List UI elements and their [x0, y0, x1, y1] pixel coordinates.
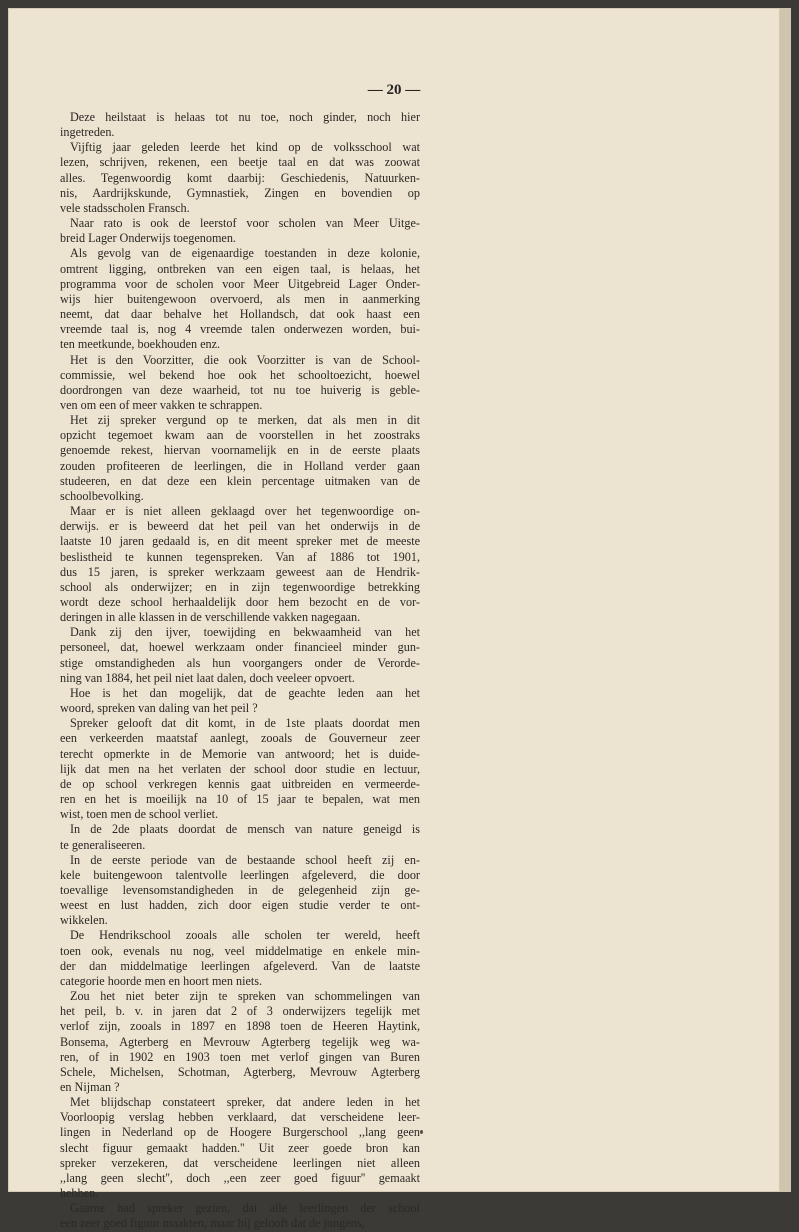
document-page: [8, 8, 780, 1231]
text-line: Het is den Voorzitter, die ook Voorzitter is van de School-: [70, 352, 420, 367]
text-line: omtrent ligging, ontbreken van een eigen taal, is helaas, het: [60, 261, 420, 276]
text-line: dus 15 jaren, is spreker werkzaam geweest aan de Hendrik-: [60, 564, 420, 579]
text-line: ren, of in 1902 en 1903 toen met verlof gingen van Buren: [60, 1049, 420, 1064]
text-line: Deze heilstaat is helaas tot nu toe, noch ginder, noch hier: [70, 110, 420, 124]
text-line: Vijftig jaar geleden leerde het kind op de volksschool wat: [70, 140, 420, 155]
text-line: woord, spreken van daling van het peil ?: [60, 701, 258, 716]
text-line: commissie, wel bekend hoe ook het schooltoezicht, hoewel: [60, 367, 420, 382]
paragraph: [60, 989, 420, 1095]
text-line: zouden profiteeren de leerlingen, die in Holland verder gaan: [60, 458, 420, 473]
text-line: en Nijman ?: [60, 1080, 120, 1094]
paragraph: [60, 140, 420, 216]
text-line: neemt, dat daar behalve het Hollandsch, dat ook haast een: [60, 307, 420, 322]
text-line: lezen, schrijven, rekenen, een beetje taal en dat was zoowat: [60, 155, 420, 170]
paragraph: [60, 716, 420, 822]
text-line: te generaliseeren.: [60, 837, 146, 852]
text-line: Spreker gelooft dat dit komt, in de 1ste plaats doordat men: [70, 716, 420, 731]
text-line: wikkelen.: [60, 913, 108, 928]
text-line: studeeren, en dat deze een klein percentage uitmaken van de: [60, 473, 420, 488]
text-line: wordt deze school herhaaldelijk door hem bezocht en de vor-: [60, 595, 420, 609]
text-line: hebben.: [60, 1186, 99, 1201]
text-line: vele stadsscholen Fransch.: [60, 200, 190, 215]
text-line: een verkeerden maatstaf aanlegt, zooals de Gouverneur zeer: [60, 731, 420, 746]
text-line: In de eerste periode van de bestaande school heeft zij en-: [70, 852, 420, 867]
text-line: Dank zij den ijver, toewijding en bekwaamheid van het: [70, 625, 420, 640]
paragraph: [60, 625, 420, 686]
text-line: der dan middelmatige leerlingen afgeleverd. Van de laatste: [60, 958, 420, 973]
text-line: nis, Aardrijkskunde, Gymnastiek, Zingen en bovendien op: [60, 185, 420, 200]
text-line: ingetreden.: [60, 125, 115, 140]
paragraph: [60, 216, 420, 246]
text-line: De Hendrikschool zooals alle scholen ter wereld, heeft: [70, 928, 420, 943]
text-line: Voorloopig verslag hebben verklaard, dat verscheidene leer-: [60, 1110, 420, 1125]
text-line: een zeer goed figuur maakten, maar hij gelooft dat de jongens,: [60, 1216, 365, 1231]
text-line: doordrongen van deze waarheid, tot nu toe huiverig is geble-: [60, 382, 420, 397]
paragraph: [60, 1095, 420, 1201]
body-text: [60, 110, 420, 1232]
text-line: kele buitengewoon talentvolle leerlingen afgeleverd, die door: [60, 867, 420, 882]
text-line: vreemde taal is, nog 4 vreemde talen onderwezen worden, bui-: [60, 322, 420, 337]
paragraph: [60, 686, 420, 716]
paragraph: [60, 504, 420, 625]
text-line: wijs hier buitengewoon overvoerd, als men in aanmerking: [60, 291, 420, 306]
paragraph: [60, 822, 420, 852]
text-line: terecht opmerkte in de Memorie van antwoord; het is duide-: [60, 746, 420, 761]
text-line: het peil, b. v. in jaren dat 2 of 3 onderwijzers tegelijk met: [60, 1004, 420, 1019]
text-line: laatste 10 jaren gedaald is, en dit meent spreker met de meeste: [60, 534, 420, 549]
text-line: Maar er is niet alleen geklaagd over het tegenwoordige on-: [70, 504, 420, 519]
text-line: weest en lust hadden, zich door eigen studie verder te ont-: [60, 898, 420, 913]
text-line: ren en het is moeilijk na 10 of 15 jaar te bepalen, wat men: [60, 792, 420, 807]
paragraph: [60, 110, 420, 140]
text-line: alles. Tegenwoordig komt daarbij: Geschiedenis, Natuurken-: [60, 170, 420, 185]
text-line: school als onderwijzer; en in zijn tegenwoordige betrekking: [60, 579, 420, 594]
text-line: Naar rato is ook de leerstof voor scholen van Meer Uitge-: [70, 216, 420, 231]
text-line: deringen in alle klassen in de verschillende vakken nagegaan.: [60, 610, 361, 625]
text-line: ning van 1884, het peil niet laat dalen, doch veeleer opvoert.: [60, 670, 355, 685]
text-line: spreker verzekeren, dat verscheidene leerlingen niet alleen: [60, 1155, 420, 1170]
text-line: categorie hoorde men en hoort men niets.: [60, 973, 263, 988]
text-line: Hoe is het dan mogelijk, dat de geachte leden aan het: [70, 685, 420, 700]
text-line: Bonsema, Agterberg en Mevrouw Agterberg tegelijk weg wa-: [60, 1034, 420, 1049]
paragraph: [60, 413, 420, 504]
text-line: ,,lang geen slecht'', doch ,,een zeer goed figuur'' gemaakt: [60, 1170, 420, 1185]
ink-speck: [420, 1130, 423, 1134]
paragraph: [60, 853, 420, 929]
text-line: beslistheid te kunnen tegenspreken. Van af 1886 tot 1901,: [60, 549, 420, 564]
text-line: derwijs. er is beweerd dat het peil van het onderwijs in de: [60, 519, 420, 534]
text-line: opzicht tegemoet kwam aan de voorstellen in het zoostraks: [60, 428, 420, 443]
text-line: verlof zijn, zooals in 1897 en 1898 toen de Heeren Haytink,: [60, 1019, 420, 1034]
text-line: breid Lager Onderwijs toegenomen.: [60, 231, 236, 246]
text-line: Zou het niet beter zijn te spreken van schommelingen van: [70, 989, 420, 1004]
paragraph: [60, 353, 420, 414]
text-line: personeel, dat, hoewel werkzaam onder financieel minder gun-: [60, 640, 420, 655]
text-line: lijk dat men na het verlaten der school door studie en lectuur,: [60, 761, 420, 776]
paragraph: [60, 1201, 420, 1231]
text-line: wist, toen men de school verliet.: [60, 807, 219, 822]
text-line: Het zij spreker vergund op te merken, dat als men in dit: [70, 413, 420, 428]
text-line: stige omstandigheden als hun voorgangers onder de Verorde-: [60, 655, 420, 670]
page-number: — 20 —: [367, 82, 421, 98]
text-line: Schele, Michelsen, Schotman, Agterberg, Mevrouw Agterberg: [60, 1064, 420, 1079]
text-line: Met blijdschap constateert spreker, dat andere leden in het: [70, 1095, 420, 1110]
page-edge: [780, 8, 791, 1192]
text-line: In de 2de plaats doordat de mensch van nature geneigd is: [70, 822, 420, 837]
text-line: de op school verkregen kennis gaat uitbreiden en vermeerde-: [60, 776, 420, 791]
text-line: genoemde rekest, hiervan voornamelijk en in de eerste plaats: [60, 443, 420, 458]
paragraph: [60, 246, 420, 352]
paragraph: [60, 928, 420, 989]
text-line: slecht figuur gemaakt hadden.'' Uit zeer goede bron kan: [60, 1140, 420, 1155]
text-line: toevallige levensomstandigheden in de gelegenheid zijn ge-: [60, 882, 420, 897]
text-line: Als gevolg van de eigenaardige toestanden in deze kolonie,: [70, 246, 420, 261]
text-line: programma voor de scholen voor Meer Uitgebreid Lager Onder-: [60, 276, 420, 291]
text-line: schoolbevolking.: [60, 488, 144, 503]
text-line: ten meetkunde, boekhouden enz.: [60, 337, 221, 352]
text-line: ven om een of meer vakken te schrappen.: [60, 397, 263, 412]
text-line: toen ook, evenals nu nog, veel middelmatige en enkele min-: [60, 943, 420, 958]
text-line: lingen in Nederland op de Hoogere Burgerschool ,,lang geen: [60, 1125, 420, 1140]
text-line: Gaarne had spreker gezien, dat alle leerlingen der school: [70, 1201, 420, 1216]
